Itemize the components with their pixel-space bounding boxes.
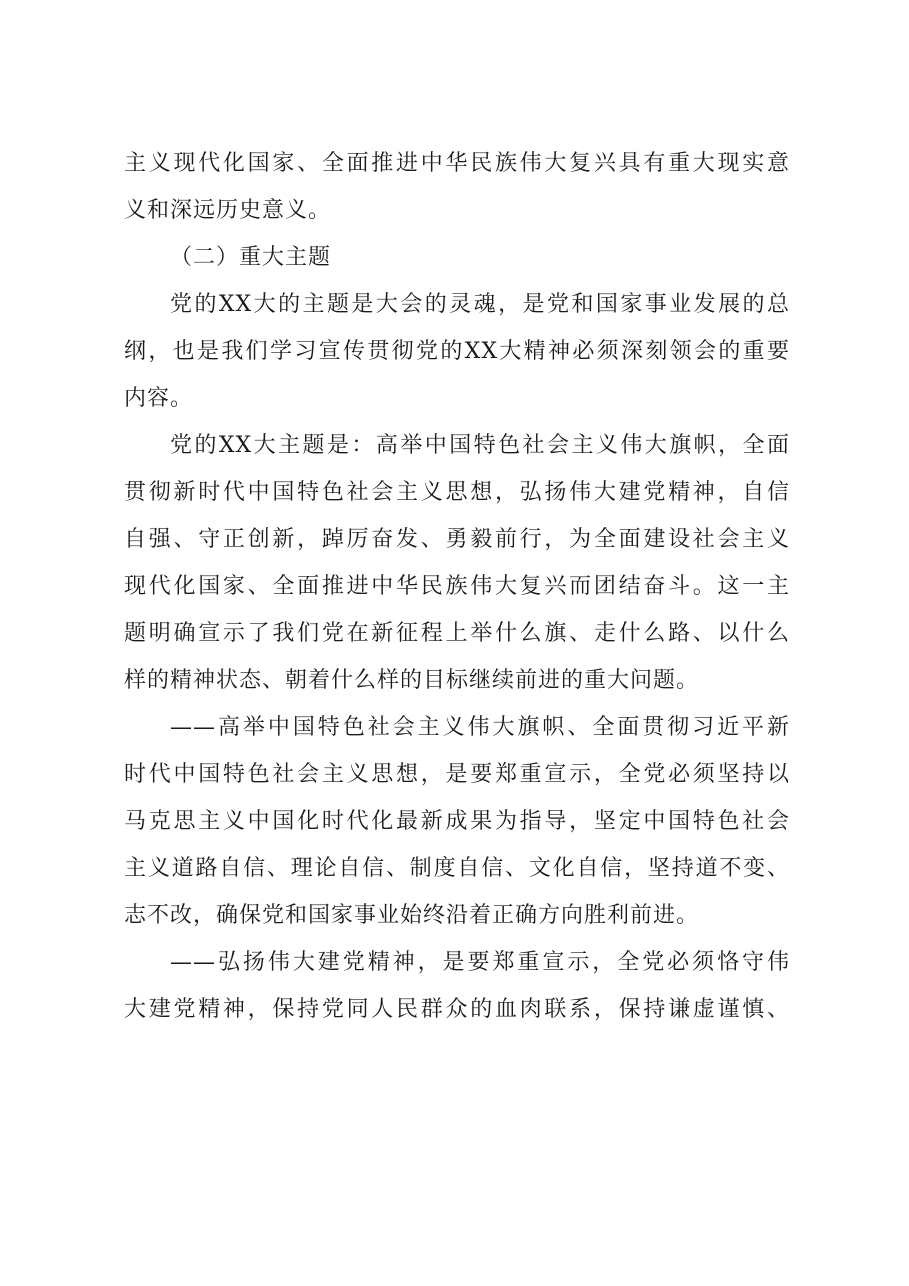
paragraph	[124, 939, 790, 1033]
text-line: 时代中国特色社会主义思想，是要郑重宣示，全党必须坚持以	[124, 762, 790, 787]
document-page	[124, 140, 790, 1033]
paragraph	[124, 704, 790, 939]
text-line: 大建党精神，保持党同人民群众的血肉联系，保持谦虚谨慎、	[124, 997, 790, 1022]
text-line: 主义道路自信、理论自信、制度自信、文化自信，坚持道不变、	[124, 856, 790, 881]
text-line: 主义现代化国家、全面推进中华民族伟大复兴具有重大现实意	[124, 151, 790, 176]
text-line: 样的精神状态、朝着什么样的目标继续前进的重大问题。	[124, 668, 700, 693]
text-line: 志不改，确保党和国家事业始终沿着正确方向胜利前进。	[124, 903, 700, 928]
paragraph	[124, 422, 790, 704]
section-heading: （二）重大主题	[170, 245, 332, 270]
text-line: 贯彻新时代中国特色社会主义思想，弘扬伟大建党精神，自信	[124, 480, 790, 505]
text-line: 题明确宣示了我们党在新征程上举什么旗、走什么路、以什么	[124, 621, 790, 646]
text-line: ——高举中国特色社会主义伟大旗帜、全面贯彻习近平新	[170, 715, 790, 740]
text-line: 义和深远历史意义。	[124, 198, 332, 223]
text-line: 党的XX大的主题是大会的灵魂，是党和国家事业发展的总	[170, 292, 790, 317]
text-line: ——弘扬伟大建党精神，是要郑重宣示，全党必须恪守伟	[170, 950, 790, 975]
text-line: 现代化国家、全面推进中华民族伟大复兴而团结奋斗。这一主	[124, 574, 790, 599]
text-line: 纲，也是我们学习宣传贯彻党的XX大精神必须深刻领会的重要	[124, 339, 790, 364]
paragraph	[124, 281, 790, 422]
text-line: 自强、守正创新，踔厉奋发、勇毅前行，为全面建设社会主义	[124, 527, 790, 552]
text-line: 党的XX大主题是：高举中国特色社会主义伟大旗帜，全面	[170, 433, 790, 458]
text-line: 马克思主义中国化时代化最新成果为指导，坚定中国特色社会	[124, 809, 790, 834]
paragraph-continuation	[124, 140, 790, 234]
text-line: 内容。	[124, 386, 194, 411]
